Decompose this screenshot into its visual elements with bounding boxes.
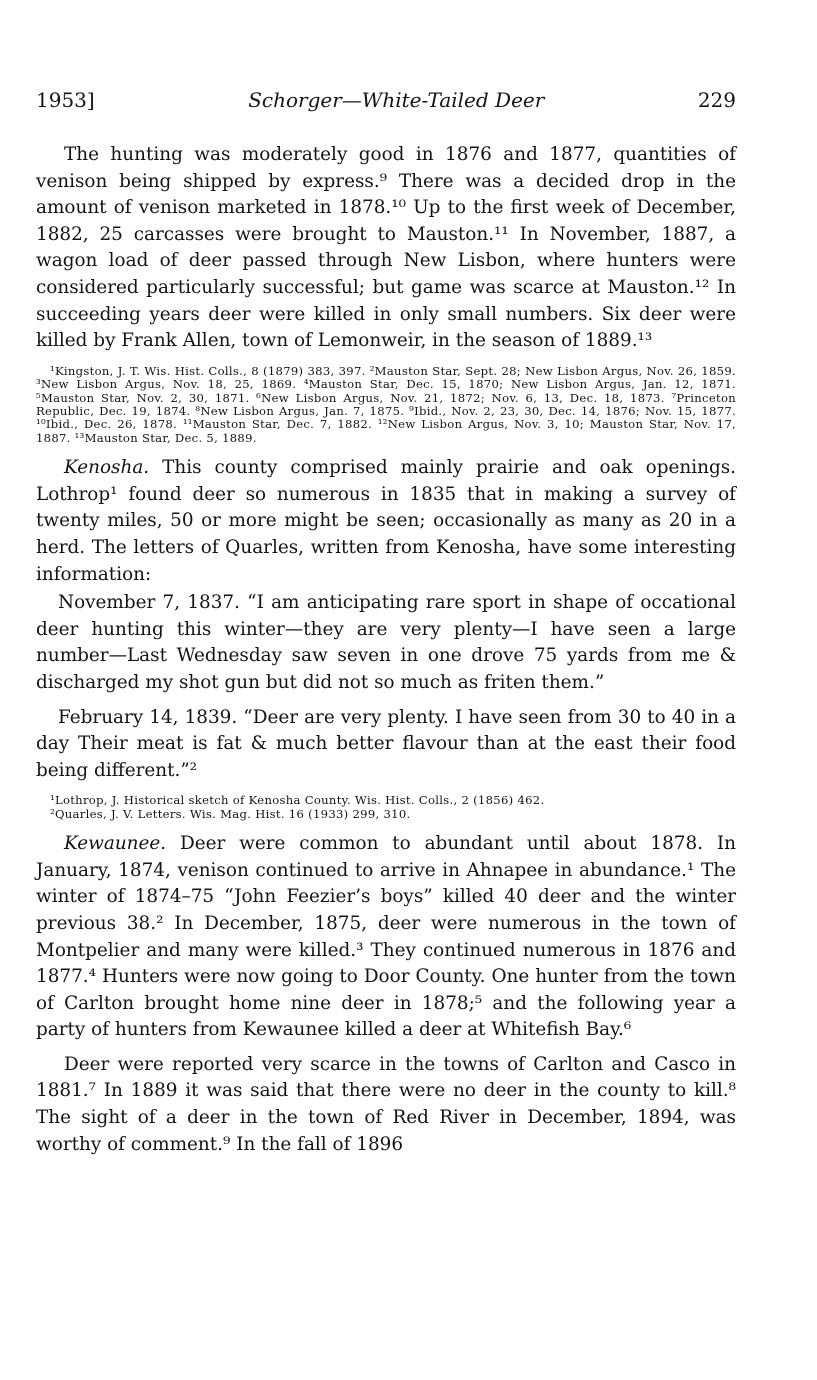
county-heading-kewaunee: Kewaunee.	[64, 833, 167, 855]
header-year: 1953]	[36, 88, 95, 112]
journal-page	[36, 88, 736, 1158]
county-heading-kenosha: Kenosha.	[64, 457, 150, 479]
kewaunee-text: Deer were common to abundant until about 1878. In January, 1874, venison continued to arrive in Ahnapee in abundance.¹ The winter of 1874–75 “John Feezier’s boys” killed 40 deer and the winter previous 38.² In December, 1875, deer were numerous in the town of Montpelier and many were killed.³ They continued numerous in 1876 and 1877.⁴ Hunters were now going to Door County. One hunter from the town of Carlton brought home nine deer in 1878;⁵ and the following year a party of hunters from Kewaunee killed a deer at Whitefish Bay.⁶	[36, 833, 736, 1041]
paragraph-juneau-hunting: The hunting was moderately good in 1876 and 1877, quantities of venison being shipped by express.⁹ There was a decided drop in the amount of venison marketed in 1878.¹⁰ Up to the first week of December, 1882, 25 carcasses were brought to Mauston.¹¹ In November, 1887, a wagon load of deer passed through New Lisbon, where hunters were considered particularly successful; but game was scarce at Mauston.¹² In succeeding years deer were killed in only small numbers. Six deer were killed by Frank Allen, town of Lemonweir, in the season of 1889.¹³	[36, 144, 736, 352]
running-header	[36, 88, 736, 118]
paragraph-kewaunee	[36, 831, 736, 1044]
quote-letter-1837: November 7, 1837. “I am anticipating rare sport in shape of occational deer hunting this winter—they are very plenty—I have seen a large number—Last Wednesday saw seven in one drove 75 yards from me & discharged my shot gun but did not so much as friten them.”	[36, 592, 736, 693]
paragraph-kenosha	[36, 455, 736, 588]
paragraph-carlton-casco: Deer were reported very scarce in the towns of Carlton and Casco in 1881.⁷ In 1889 it was said that there were no deer in the county to kill.⁸ The sight of a deer in the town of Red River in December, 1894, was worthy of comment.⁹ In the fall of 1896	[36, 1053, 736, 1155]
footnote-quarles: ²Quarles, J. V. Letters. Wis. Mag. Hist. 16 (1933) 299, 310.	[50, 806, 411, 821]
quote-letter-1839: February 14, 1839. “Deer are very plenty. I have seen from 30 to 40 in a day Their meat is fat & much better flavour than at the east their food being different.”²	[36, 706, 736, 781]
page-number: 229	[697, 88, 736, 112]
footnote-lothrop: ¹Lothrop, J. Historical sketch of Kenosha County. Wis. Hist. Colls., 2 (1856) 462.	[50, 793, 545, 808]
kenosha-text: This county comprised mainly prairie and oak openings. Lothrop¹ found deer so numerous in 1835 that in making a survey of twenty miles, 50 or more might be seen; occasionally as many as 20 in a herd. The letters of Quarles, written from Kenosha, have some interesting information:	[36, 457, 736, 585]
footnotes-juneau: ¹Kingston, J. T. Wis. Hist. Colls., 8 (1879) 383, 397. ²Mauston Star, Sept. 28; New Lisbon Argus, Nov. 26, 1859. ³New Lisbon Argus, Nov. 18, 25, 1869. ⁴Mauston Star, Dec. 15, 1870; New Lisbon Argus, Jan. 12, 1871. ⁵Mauston Star, Nov. 2, 30, 1871. ⁶New Lisbon Argus, Nov. 21, 1872; Nov. 6, 13, Dec. 18, 1873. ⁷Princeton Republic, Dec. 19, 1874. ⁸New Lisbon Argus, Jan. 7, 1875. ⁹Ibid., Nov. 2, 23, 30, Dec. 14, 1876; Nov. 15, 1877. ¹⁰Ibid., Dec. 26, 1878. ¹¹Mauston Star, Dec. 7, 1882. ¹²New Lisbon Argus, Nov. 3, 10; Mauston Star, Nov. 17, 1887. ¹³Mauston Star, Dec. 5, 1889.	[36, 363, 736, 445]
header-title: Schorger—White-Tailed Deer	[248, 88, 545, 112]
